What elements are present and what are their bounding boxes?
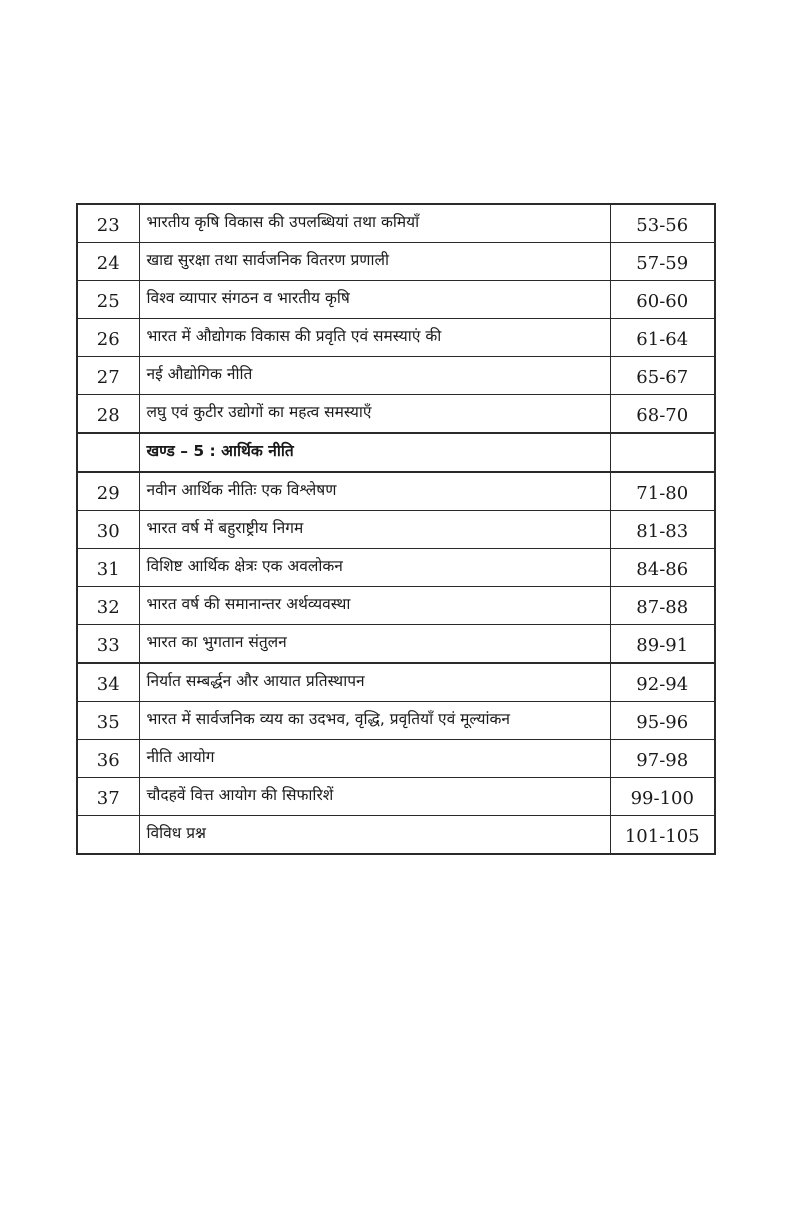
chapter-number: 24 (77, 243, 139, 281)
chapter-title: भारत में सार्वजनिक व्यय का उदभव, वृद्धि, प्रवृतियाँ एवं मूल्यांकन (139, 702, 610, 740)
page-range: 53-56 (610, 204, 715, 243)
page-range: 87-88 (610, 587, 715, 625)
chapter-title: भारत वर्ष की समानान्तर अर्थव्यवस्था (139, 587, 610, 625)
toc-row-25 (77, 281, 715, 319)
toc-row-27 (77, 357, 715, 395)
toc-row-29 (77, 472, 715, 511)
page-range: 65-67 (610, 357, 715, 395)
toc-row-24 (77, 243, 715, 281)
page-range: 89-91 (610, 625, 715, 664)
chapter-number: 37 (77, 778, 139, 816)
chapter-number-empty (77, 816, 139, 855)
chapter-number: 36 (77, 740, 139, 778)
toc-body (77, 204, 715, 854)
section-pages-empty (610, 433, 715, 472)
page-range: 57-59 (610, 243, 715, 281)
chapter-number: 25 (77, 281, 139, 319)
chapter-number: 23 (77, 204, 139, 243)
toc-row-34 (77, 663, 715, 702)
chapter-number: 33 (77, 625, 139, 664)
chapter-title: नीति आयोग (139, 740, 610, 778)
chapter-title: नई औद्योगिक नीति (139, 357, 610, 395)
chapter-number: 29 (77, 472, 139, 511)
page-range: 97-98 (610, 740, 715, 778)
toc-row-32 (77, 587, 715, 625)
section-heading: खण्ड – 5 : आर्थिक नीति (139, 433, 610, 472)
page-range: 71-80 (610, 472, 715, 511)
toc-section-row (77, 433, 715, 472)
toc-row-31 (77, 549, 715, 587)
toc-row-26 (77, 319, 715, 357)
chapter-title: खाद्य सुरक्षा तथा सार्वजनिक वितरण प्रणाली (139, 243, 610, 281)
toc-row-33 (77, 625, 715, 664)
toc-row-23 (77, 204, 715, 243)
page-range: 99-100 (610, 778, 715, 816)
chapter-title: भारत का भुगतान संतुलन (139, 625, 610, 664)
page-range: 95-96 (610, 702, 715, 740)
toc-row-37 (77, 778, 715, 816)
page-range: 61-64 (610, 319, 715, 357)
chapter-title: भारतीय कृषि विकास की उपलब्धियां तथा कमियाँ (139, 204, 610, 243)
chapter-number: 34 (77, 663, 139, 702)
chapter-title: विश्व व्यापार संगठन व भारतीय कृषि (139, 281, 610, 319)
chapter-number: 32 (77, 587, 139, 625)
chapter-title: विशिष्ट आर्थिक क्षेत्रः एक अवलोकन (139, 549, 610, 587)
chapter-number: 30 (77, 511, 139, 549)
toc-row-misc (77, 816, 715, 855)
chapter-title: लघु एवं कुटीर उद्योगों का महत्व समस्याएँ (139, 395, 610, 434)
toc-row-30 (77, 511, 715, 549)
page-range: 60-60 (610, 281, 715, 319)
chapter-title: भारत में औद्योगक विकास की प्रवृति एवं समस्याएं की (139, 319, 610, 357)
table-of-contents (76, 203, 716, 855)
toc-row-36 (77, 740, 715, 778)
toc-row-28 (77, 395, 715, 434)
page-range: 92-94 (610, 663, 715, 702)
page-range: 101-105 (610, 816, 715, 855)
chapter-title: निर्यात सम्बर्द्धन और आयात प्रतिस्थापन (139, 663, 610, 702)
chapter-title: नवीन आर्थिक नीतिः एक विश्लेषण (139, 472, 610, 511)
page-range: 68-70 (610, 395, 715, 434)
chapter-number: 26 (77, 319, 139, 357)
page-range: 81-83 (610, 511, 715, 549)
chapter-number: 31 (77, 549, 139, 587)
chapter-title: भारत वर्ष में बहुराष्ट्रीय निगम (139, 511, 610, 549)
chapter-number: 28 (77, 395, 139, 434)
section-number-empty (77, 433, 139, 472)
page-range: 84-86 (610, 549, 715, 587)
chapter-title: विविध प्रश्न (139, 816, 610, 855)
chapter-number: 27 (77, 357, 139, 395)
chapter-title: चौदहवें वित्त आयोग की सिफारिशें (139, 778, 610, 816)
toc-row-35 (77, 702, 715, 740)
chapter-number: 35 (77, 702, 139, 740)
